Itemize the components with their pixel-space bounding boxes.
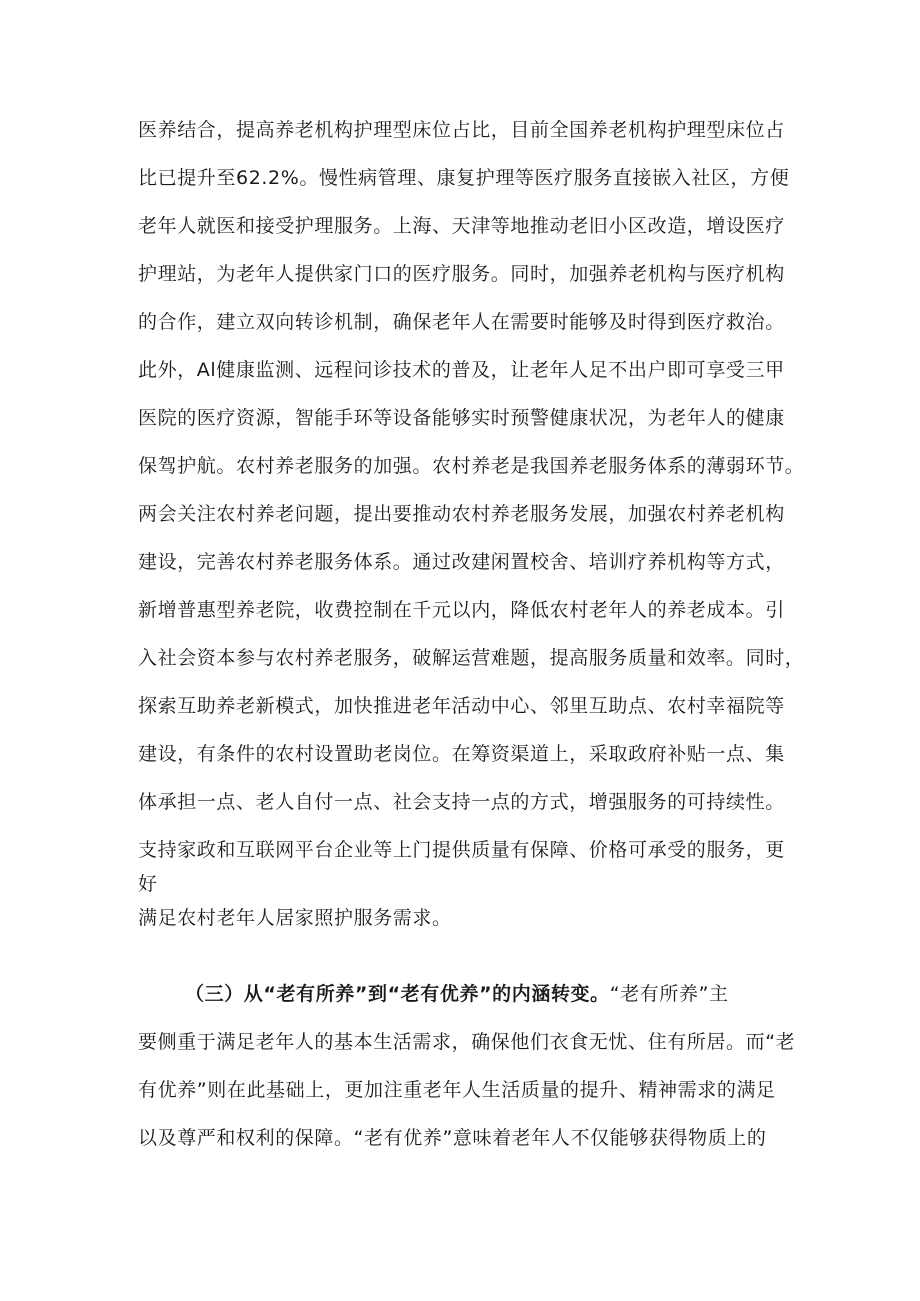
paragraph-line: 以及尊严和权利的保障。“老有优养”意味着老年人不仅能够获得物质上的 — [138, 1127, 767, 1149]
section-heading-line — [185, 982, 798, 1006]
paragraph-line: 好 — [138, 873, 158, 895]
paragraph-line: 保驾护航。农村养老服务的加强。农村养老是我国养老服务体系的薄弱环节。 — [138, 455, 805, 477]
paragraph-line: 满足农村老年人居家照护服务需求。 — [138, 907, 452, 929]
heading-line-rest: “老有所养”主 — [609, 983, 729, 1005]
paragraph-line: 护理站，为老年人提供家门口的医疗服务。同时，加强养老机构与医疗机构 — [138, 263, 785, 285]
paragraph-line: 比已提升至62.2%。慢性病管理、康复护理等医疗服务直接嵌入社区，方便 — [138, 167, 790, 189]
paragraph-line: 体承担一点、老人自付一点、社会支持一点的方式，增强服务的可持续性。 — [138, 791, 785, 813]
paragraph-line: 医院的医疗资源，智能手环等设备能够实时预警健康状况，为老年人的健康 — [138, 407, 785, 429]
paragraph-line: 要侧重于满足老年人的基本生活需求，确保他们衣食无忧、住有所居。而“老 — [138, 1031, 796, 1053]
paragraph-line: 老年人就医和接受护理服务。上海、天津等地推动老旧小区改造，增设医疗 — [138, 215, 785, 237]
paragraph-line: 探索互助养老新模式，加快推进老年活动中心、邻里互助点、农村幸福院等 — [138, 695, 785, 717]
paragraph-line: 有优养”则在此基础上，更加注重老年人生活质量的提升、精神需求的满足 — [138, 1079, 776, 1101]
paragraph-line: 支持家政和互联网平台企业等上门提供质量有保障、价格可承受的服务，更 — [138, 839, 785, 861]
paragraph-line: 新增普惠型养老院，收费控制在千元以内，降低农村老年人的养老成本。引 — [138, 599, 785, 621]
paragraph-line: 两会关注农村养老问题，提出要推动农村养老服务发展，加强农村养老机构 — [138, 503, 785, 525]
paragraph-line: 入社会资本参与农村养老服务，破解运营难题，提高服务质量和效率。同时， — [138, 647, 805, 669]
paragraph-line: 建设，完善农村养老服务体系。通过改建闲置校舍、培训疗养机构等方式， — [138, 551, 785, 573]
section-heading: （三）从“老有所养”到“老有优养”的内涵转变。 — [185, 983, 610, 1005]
paragraph-line: 建设，有条件的农村设置助老岗位。在筹资渠道上，采取政府补贴一点、集 — [138, 743, 785, 765]
paragraph-line: 此外，Al健康监测、远程问诊技术的普及，让老年人足不出户即可享受三甲 — [138, 359, 785, 381]
paragraph-line: 医养结合，提高养老机构护理型床位占比，目前全国养老机构护理型床位占 — [138, 119, 785, 141]
paragraph-line: 的合作，建立双向转诊机制，确保老年人在需要时能够及时得到医疗救治。 — [138, 311, 785, 333]
